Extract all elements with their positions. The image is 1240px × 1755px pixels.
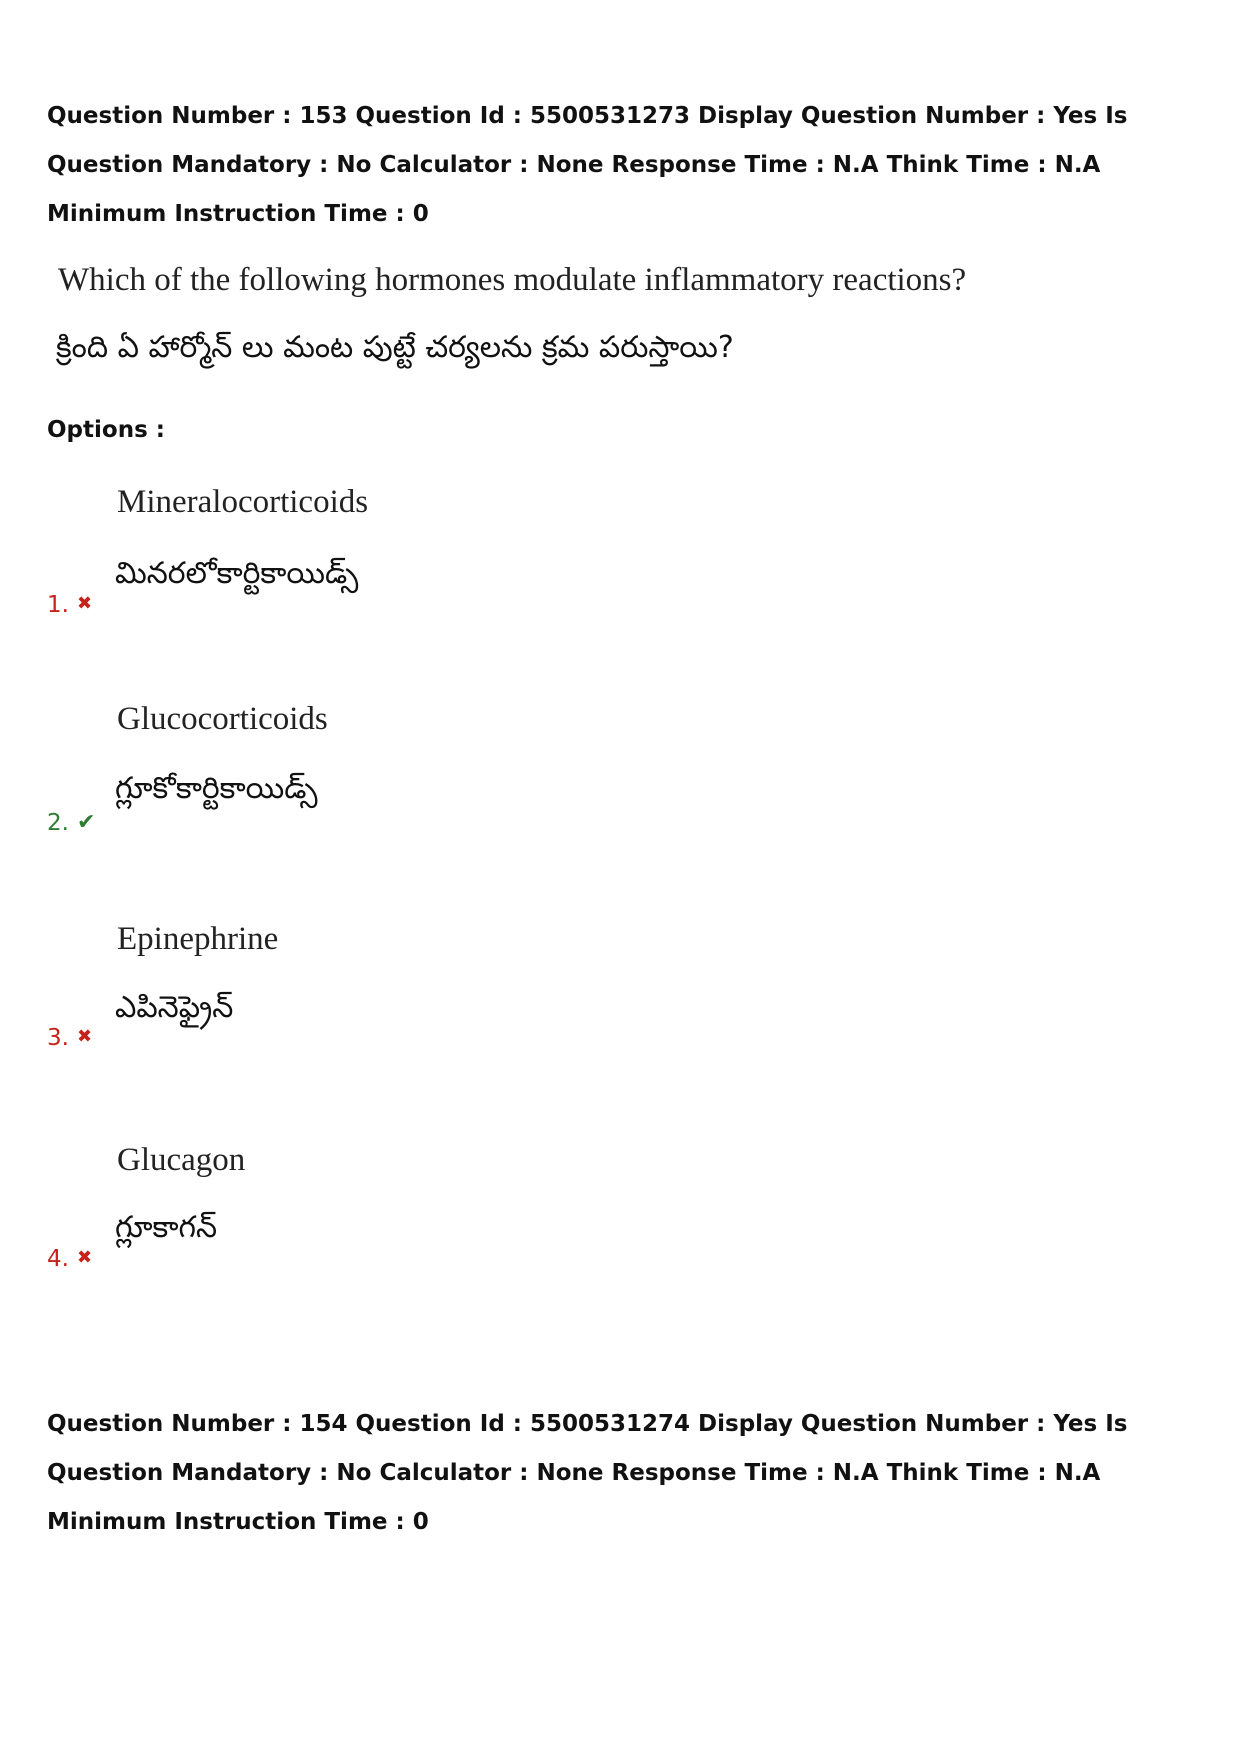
cross-icon: ✖ [76, 593, 93, 614]
option-4-number [47, 1243, 92, 1274]
option-1-label-english: Mineralocorticoids [117, 484, 369, 520]
option-4-label-english: Glucagon [117, 1142, 246, 1178]
question-154-meta: Question Number : 154 Question Id : 5500531274 Display Question Number : Yes Is Question Mandatory : No Calculator : None Response Time : N.A Think Time : N.A Minimum Instruction Time : 0 [47, 1411, 1128, 1535]
option-4-label-telugu: గ్లూకాగన్ [115, 1210, 218, 1245]
option-2-number [47, 808, 95, 838]
cross-icon: ✖ [76, 1026, 93, 1047]
cross-icon: ✖ [76, 1247, 93, 1268]
option-2-number-text: 2. [47, 810, 69, 836]
option-3-number [47, 1022, 92, 1053]
option-4-number-text: 4. [47, 1246, 69, 1272]
option-1-number [47, 589, 92, 620]
options-label: Options : [47, 417, 165, 443]
check-icon: ✔ [76, 810, 96, 835]
option-3-number-text: 3. [47, 1025, 69, 1051]
question-153-meta: Question Number : 153 Question Id : 5500531273 Display Question Number : Yes Is Question Mandatory : No Calculator : None Response Time : N.A Think Time : N.A Minimum Instruction Time : 0 [47, 103, 1128, 227]
option-2-label-telugu: గ్లూకోకార్టికాయిడ్స్ [115, 771, 318, 806]
option-1-label-telugu: మినరలోకార్టికాయిడ్స్ [115, 556, 359, 591]
option-2-label-english: Glucocorticoids [117, 701, 328, 737]
option-3-label-english: Epinephrine [117, 921, 279, 957]
question-text-telugu: క్రింది ఏ హార్మోన్ లు మంట పుట్టే చర్యలను క్రమ పరుస్తాయి? [56, 330, 734, 365]
option-1-number-text: 1. [47, 592, 69, 618]
option-3-label-telugu: ఎపినెఫ్రైన్ [115, 990, 234, 1025]
question-text-english: Which of the following hormones modulate inflammatory reactions? [58, 262, 967, 298]
